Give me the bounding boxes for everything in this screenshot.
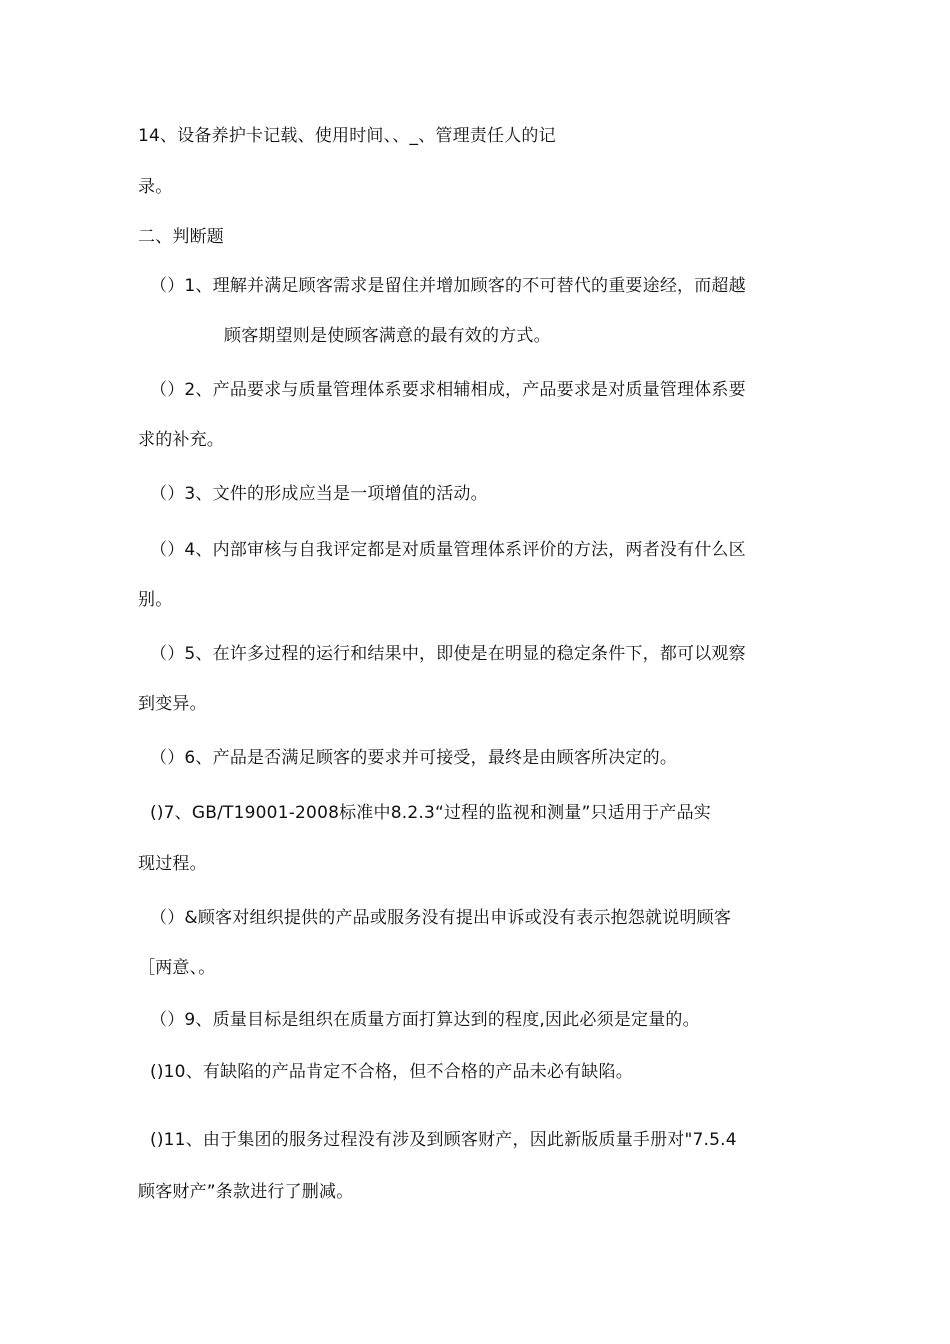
judgment-5-line-1: （）5、在许多过程的运行和结果中，即使是在明显的稳定条件下，都可以观察	[150, 644, 746, 664]
judgment-9: （）9、质量目标是组织在质量方面打算达到的程度,因此必须是定量的。	[150, 1010, 700, 1030]
judgment-11-line-2: 顾客财产”条款进行了删减。	[138, 1182, 354, 1202]
question-14-line-2: 录。	[138, 177, 173, 197]
judgment-8-line-1: （）&顾客对组织提供的产品或服务没有提出申诉或没有表示抱怨就说明顾客	[150, 908, 732, 928]
judgment-10: ()10、有缺陷的产品肯定不合格，但不合格的产品未必有缺陷。	[150, 1062, 633, 1082]
judgment-8-line-2: ［两意、。	[138, 958, 216, 978]
judgment-6: （）6、产品是否满足顾客的要求并可接受，最终是由顾客所决定的。	[150, 748, 678, 768]
judgment-2-line-2: 求的补充。	[138, 430, 224, 450]
judgment-1-line-1: （）1、理解并满足顾客需求是留住并增加顾客的不可替代的重要途经，而超越	[150, 276, 746, 296]
judgment-7-line-1: ()7、GB/T19001-2008标准中8.2.3“过程的监视和测量”只适用于产品实	[150, 803, 711, 823]
section-title: 二、判断题	[138, 227, 224, 247]
judgment-4-line-1: （）4、内部审核与自我评定都是对质量管理体系评价的方法，两者没有什么区	[150, 540, 746, 560]
judgment-5-line-2: 到变异。	[138, 694, 207, 714]
judgment-1-line-2: 顾客期望则是使顾客满意的最有效的方式。	[224, 326, 551, 346]
judgment-7-line-2: 现过程。	[138, 854, 207, 874]
judgment-3: （）3、文件的形成应当是一项增值的活动。	[150, 484, 488, 504]
judgment-2-line-1: （）2、产品要求与质量管理体系要求相辅相成，产品要求是对质量管理体系要	[150, 380, 746, 400]
judgment-4-line-2: 别。	[138, 590, 173, 610]
judgment-11-line-1: ()11、由于集团的服务过程没有涉及到顾客财产，因此新版质量手册对"7.5.4	[150, 1130, 737, 1150]
question-14-line-1: 14、设备养护卡记载、使用时间、、_、管理责任人的记	[138, 126, 556, 146]
